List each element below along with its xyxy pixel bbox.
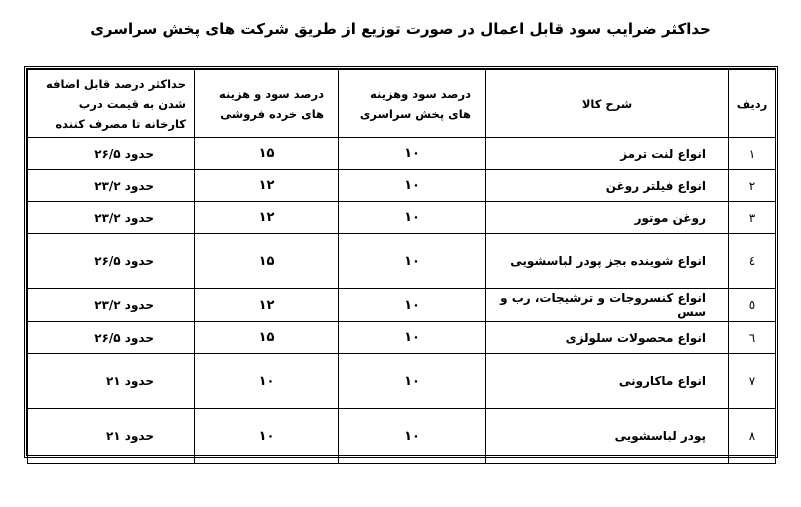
cell-index: ٤ xyxy=(729,234,776,289)
cell-index: ٥ xyxy=(729,289,776,322)
cell-item-description: انواع فیلتر روغن xyxy=(486,170,729,202)
cell-max-markup: حدود ۲۳/۲ xyxy=(28,170,195,202)
cell-max-markup: حدود ۲۶/۵ xyxy=(28,234,195,289)
header-max-markup: حداکثر درصد قابل اضافه شدن به قیمت درب کارخانه تا مصرف کننده xyxy=(28,70,195,138)
cell-retail-margin: ۱۵ xyxy=(195,138,339,170)
header-index: ردیف xyxy=(729,70,776,138)
cell-item-description: انواع شوینده بجز پودر لباسشویی xyxy=(486,234,729,289)
cell-item-description: انواع کنسروجات و ترشیجات، رب و سس xyxy=(486,289,729,322)
cell-item-description: انواع ماکارونی xyxy=(486,354,729,409)
cell-distribution-margin: ۱۰ xyxy=(339,170,486,202)
table-row xyxy=(28,354,776,409)
cell-max-markup: حدود ۲۱ xyxy=(28,354,195,409)
cell-index: ۲ xyxy=(729,170,776,202)
cell-index: ۸ xyxy=(729,409,776,464)
cell-item-description: انواع لنت ترمز xyxy=(486,138,729,170)
cell-distribution-margin: ۱۰ xyxy=(339,409,486,464)
cell-item-description: انواع محصولات سلولزی xyxy=(486,322,729,354)
cell-max-markup: حدود ۲۱ xyxy=(28,409,195,464)
cell-index: ۳ xyxy=(729,202,776,234)
header-item-description: شرح کالا xyxy=(486,70,729,138)
cell-item-description: روغن موتور xyxy=(486,202,729,234)
cell-distribution-margin: ۱۰ xyxy=(339,202,486,234)
table-row xyxy=(28,202,776,234)
cell-index: ۱ xyxy=(729,138,776,170)
cell-distribution-margin: ۱۰ xyxy=(339,322,486,354)
cell-distribution-margin: ۱۰ xyxy=(339,234,486,289)
cell-retail-margin: ۱۲ xyxy=(195,289,339,322)
coefficients-table xyxy=(27,69,776,464)
cell-max-markup: حدود ۲۶/۵ xyxy=(28,322,195,354)
header-retail-margin: درصد سود و هزینه های خرده فروشی xyxy=(195,70,339,138)
cell-retail-margin: ۱۰ xyxy=(195,409,339,464)
cell-distribution-margin: ۱۰ xyxy=(339,138,486,170)
cell-retail-margin: ۱۵ xyxy=(195,234,339,289)
cell-retail-margin: ۱۲ xyxy=(195,170,339,202)
cell-index: ٦ xyxy=(729,322,776,354)
cell-retail-margin: ۱۲ xyxy=(195,202,339,234)
table-row xyxy=(28,289,776,322)
table-row xyxy=(28,234,776,289)
cell-retail-margin: ۱۰ xyxy=(195,354,339,409)
cell-item-description: پودر لباسشویی xyxy=(486,409,729,464)
header-distribution-margin: درصد سود وهزینه های پخش سراسری xyxy=(339,70,486,138)
table-row xyxy=(28,322,776,354)
cell-max-markup: حدود ۲۳/۲ xyxy=(28,202,195,234)
cell-distribution-margin: ۱۰ xyxy=(339,289,486,322)
table-header-row xyxy=(28,70,776,138)
cell-index: ۷ xyxy=(729,354,776,409)
coefficients-table-frame xyxy=(24,66,778,458)
table-row xyxy=(28,170,776,202)
cell-max-markup: حدود ۲۶/۵ xyxy=(28,138,195,170)
table-row xyxy=(28,409,776,464)
cell-retail-margin: ۱۵ xyxy=(195,322,339,354)
cell-distribution-margin: ۱۰ xyxy=(339,354,486,409)
table-row xyxy=(28,138,776,170)
document-title: حداکثر ضرایب سود قابل اعمال در صورت توزیع از طریق شرکت های پخش سراسری xyxy=(90,20,711,38)
cell-max-markup: حدود ۲۳/۲ xyxy=(28,289,195,322)
